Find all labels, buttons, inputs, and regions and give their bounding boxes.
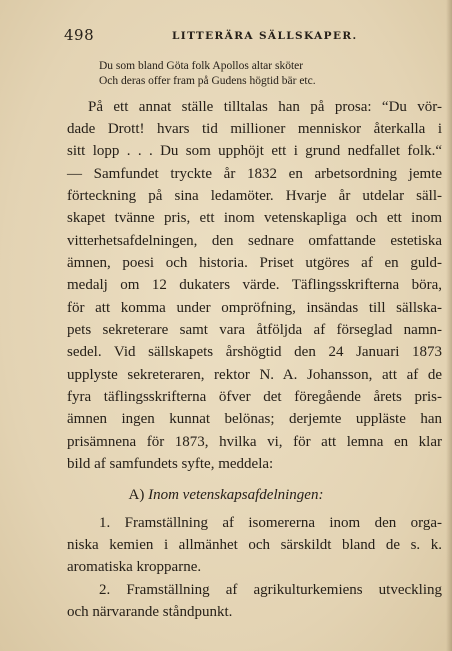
paragraph-line: sedel. Vid sällskapets årshögtid den 24 Januari 1873 bbox=[67, 344, 442, 360]
paragraph-line: för att komma under ompröfning, insändas till sällska- bbox=[67, 300, 442, 316]
paragraph-line: fyra täflingsskrifterna öfver det föregående årets pris- bbox=[67, 389, 442, 405]
paragraph-line: skapet tvänne pris, ett inom vetenskapliga och ett inom bbox=[67, 210, 442, 226]
paragraph-line: förteckning på sina ledamöter. Hvarje år utdelar säll- bbox=[67, 188, 442, 204]
paragraph-line: prisämnena för 1873, hvilka vi, för att lemna en klar bbox=[67, 434, 442, 450]
paragraph-line: vitterhetsafdelningen, den sednare omfattande estetiska bbox=[67, 233, 442, 249]
paragraph-line: upplyste sekreteraren, rektor N. A. Johansson, att af de bbox=[67, 367, 442, 383]
paragraph-line: medalj om 12 dukaters värde. Täflingsskrifterna böra, bbox=[67, 277, 442, 293]
paragraph-line: dade Drott! hvars tid millioner menniskor återkalla i bbox=[67, 121, 442, 137]
page-edge-shadow bbox=[446, 0, 452, 651]
paragraph-line: sitt lopp . . . Du som upphöjt ett i grund nedfallet folk.“ bbox=[67, 143, 442, 159]
list-item-line: niska kemien i allmänhet och särskildt bland de s. k. bbox=[67, 537, 442, 553]
paragraph-line: — Samfundet tryckte år 1832 en arbetsordning jemte bbox=[67, 166, 442, 182]
paragraph-line: ämnen, poesi och historia. Priset utgöres af en guld- bbox=[67, 255, 442, 271]
paragraph-line: bild af samfundets syfte, meddela: bbox=[67, 456, 274, 472]
verse-line: Du som bland Göta folk Apollos altar sköter bbox=[99, 60, 304, 72]
verse-line: Och deras offer fram på Gudens högtid bär etc. bbox=[99, 75, 316, 87]
page-number: 498 bbox=[64, 26, 95, 44]
list-item-line: och närvarande ståndpunkt. bbox=[67, 604, 233, 620]
section-heading bbox=[0, 487, 452, 504]
list-item-line: 2. Framställning af agrikulturkemiens utveckling bbox=[99, 582, 442, 598]
running-head: LITTERÄRA SÄLLSKAPER. bbox=[172, 30, 358, 42]
section-title: Inom vetenskapsafdelningen: bbox=[148, 487, 324, 503]
list-item-line: 1. Framställning af isomererna inom den orga- bbox=[99, 515, 442, 531]
paragraph-line: pets sekreterare samt vara åtföljda af förseglad namn- bbox=[67, 322, 442, 338]
paragraph-line: På ett annat ställe tilltalas han på prosa: “Du vör- bbox=[88, 99, 442, 115]
list-item-line: aromatiska kropparne. bbox=[67, 559, 202, 575]
section-label: A) bbox=[128, 487, 145, 503]
paragraph-line: ämnen ingen kunnat belönas; derjemte uppläste han bbox=[67, 411, 442, 427]
